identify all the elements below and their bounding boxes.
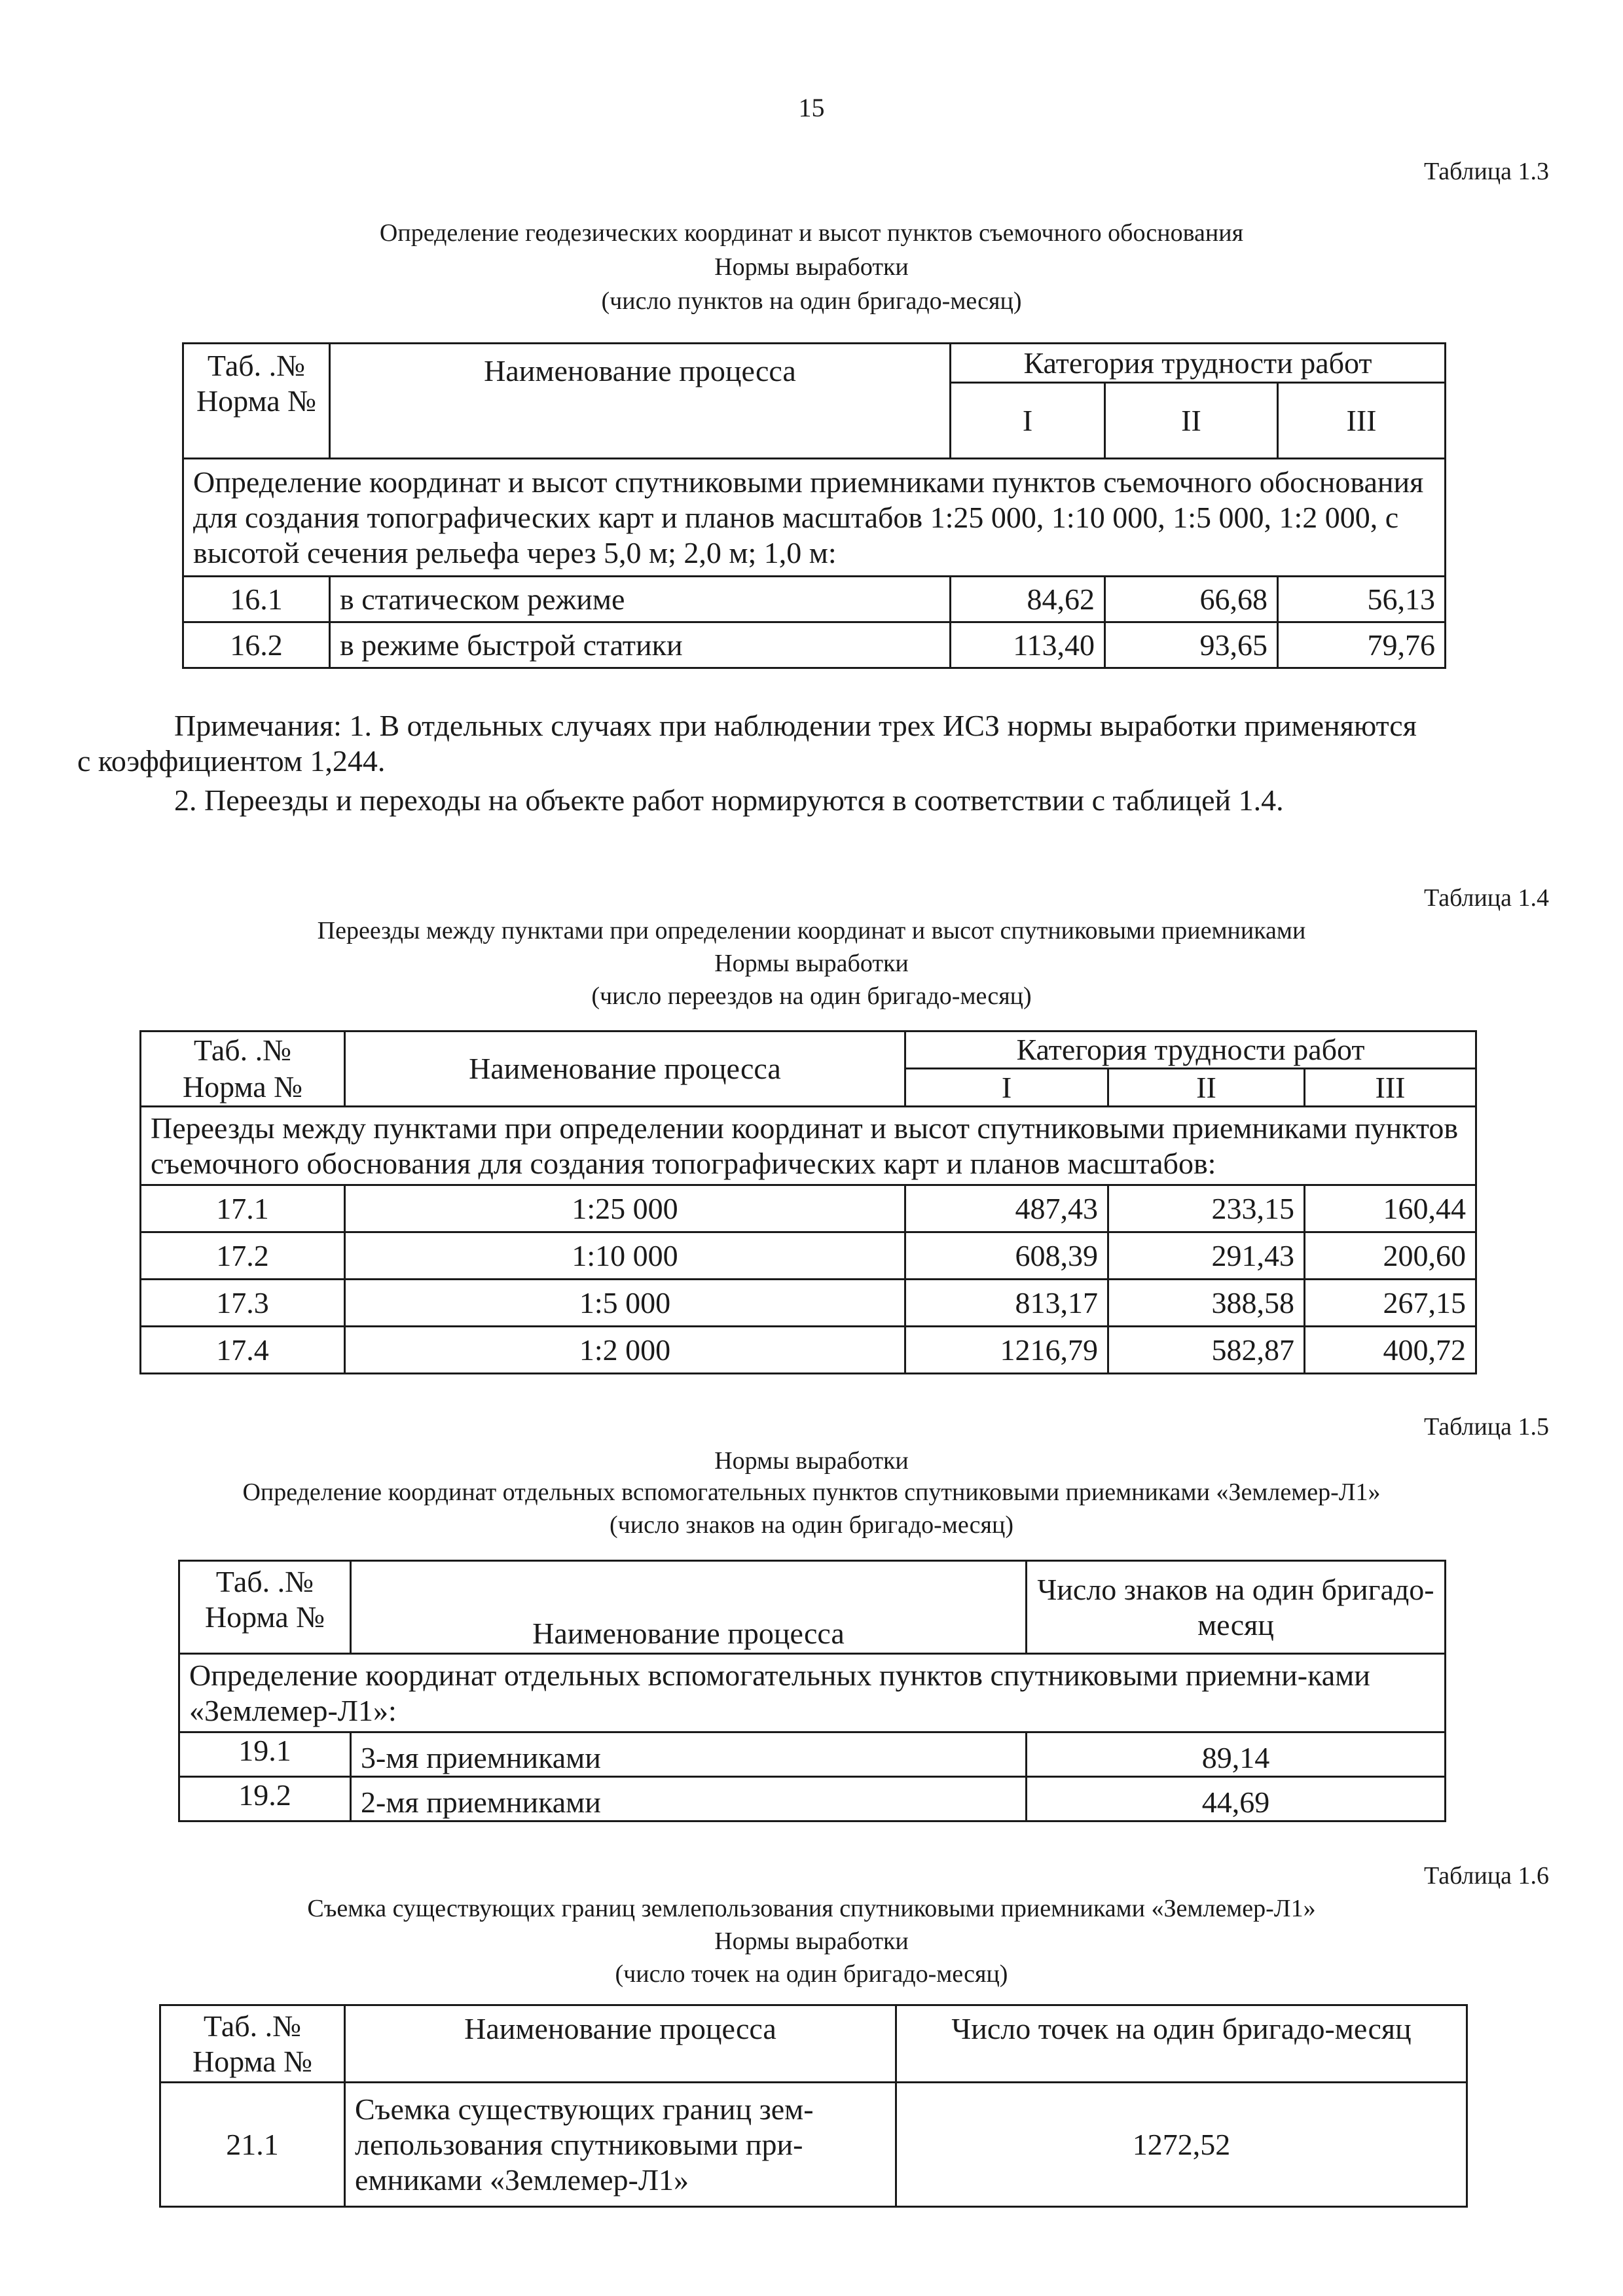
table-1-3-label: Таблица 1.3 — [1423, 158, 1549, 185]
table-1-3-subtitle: Нормы выработки — [714, 253, 909, 281]
row-norm: 19.1 — [179, 1732, 351, 1777]
row-value-1: 1216,79 — [905, 1327, 1108, 1374]
table-1-3 — [182, 342, 1446, 669]
row-norm: 17.3 — [141, 1280, 345, 1327]
row-value: 44,69 — [1027, 1777, 1446, 1821]
row-value-3: 400,72 — [1305, 1327, 1476, 1374]
note-2: 2. Переезды и переходы на объекте работ нормируются в соответствии с таблицей 1.4. — [174, 783, 1284, 817]
header-count: Число знаков на один бригадо-месяц — [1027, 1561, 1446, 1654]
row-process: в статическом режиме — [330, 577, 951, 622]
header-cat-3: III — [1278, 383, 1446, 459]
table-1-4-title: Переезды между пунктами при определении координат и высот спутниковыми приемниками — [317, 917, 1306, 944]
header-norm: Таб. .№ Норма № — [183, 344, 330, 459]
header-cat-2: II — [1108, 1069, 1305, 1107]
row-value-1: 487,43 — [905, 1185, 1108, 1232]
table-1-3-title: Определение геодезических координат и высот пунктов съемочного обоснования — [379, 219, 1244, 247]
row-value-3: 267,15 — [1305, 1280, 1476, 1327]
table-1-4-units: (число переездов на один бригадо-месяц) — [591, 982, 1032, 1010]
row-value-3: 56,13 — [1278, 577, 1446, 622]
row-norm: 17.4 — [141, 1327, 345, 1374]
table-1-4-subtitle: Нормы выработки — [714, 950, 909, 977]
group-row: Переезды между пунктами при определении координат и высот спутниковыми приемниками пунктов съемочного обоснования для создания топографических карт и планов масштабов: — [141, 1107, 1476, 1185]
row-value: 89,14 — [1027, 1732, 1446, 1777]
group-row: Определение координат и высот спутниковыми приемниками пунктов съемочного обоснования для создания топографических карт и планов масштабов 1:25 000, 1:10 000, 1:5 000, 1:2 000, с высотой сечения рельефа через 5,0 м; 2,0 м; 1,0 м: — [183, 459, 1446, 577]
table-1-6-units: (число точек на один бригадо-месяц) — [615, 1960, 1008, 1988]
group-row: Определение координат отдельных вспомогательных пунктов спутниковыми приемни-ками «Землемер-Л1»: — [179, 1654, 1446, 1732]
row-process: 1:25 000 — [345, 1185, 905, 1232]
row-value-3: 160,44 — [1305, 1185, 1476, 1232]
header-process: Наименование процесса — [345, 1031, 905, 1107]
table-1-3-units: (число пунктов на один бригадо-месяц) — [601, 287, 1022, 315]
header-cat-1: I — [905, 1069, 1108, 1107]
table-1-6-label: Таблица 1.6 — [1423, 1862, 1549, 1890]
header-norm: Таб. .№ Норма № — [141, 1031, 345, 1107]
table-1-6 — [159, 2004, 1468, 2208]
table-1-5-title: Определение координат отдельных вспомогательных пунктов спутниковыми приемниками «Землемер-Л1» — [242, 1479, 1381, 1506]
row-value-2: 582,87 — [1108, 1327, 1305, 1374]
header-category: Категория трудности работ — [905, 1031, 1476, 1069]
row-value-1: 113,40 — [951, 622, 1105, 668]
row-value-1: 813,17 — [905, 1280, 1108, 1327]
row-norm: 21.1 — [160, 2083, 345, 2207]
row-value-2: 93,65 — [1105, 622, 1278, 668]
note-1: Примечания: 1. В отдельных случаях при наблюдении трех ИСЗ нормы выработки применяются — [174, 709, 1417, 742]
table-1-4-label: Таблица 1.4 — [1423, 884, 1549, 912]
header-cat-1: I — [951, 383, 1105, 459]
table-1-5-units: (число знаков на один бригадо-месяц) — [609, 1511, 1014, 1539]
row-value: 1272,52 — [896, 2083, 1467, 2207]
table-1-4 — [139, 1030, 1477, 1374]
row-process: Съемка существующих границ зем-лепользования спутниковыми при-емниками «Землемер-Л1» — [345, 2083, 896, 2207]
row-value-2: 66,68 — [1105, 577, 1278, 622]
row-norm: 16.2 — [183, 622, 330, 668]
header-cat-2: II — [1105, 383, 1278, 459]
row-value-2: 291,43 — [1108, 1232, 1305, 1280]
row-norm: 19.2 — [179, 1777, 351, 1821]
row-value-3: 79,76 — [1278, 622, 1446, 668]
row-value-1: 608,39 — [905, 1232, 1108, 1280]
header-count: Число точек на один бригадо-месяц — [896, 2005, 1467, 2083]
row-value-3: 200,60 — [1305, 1232, 1476, 1280]
table-1-5-label: Таблица 1.5 — [1423, 1413, 1549, 1441]
header-category: Категория трудности работ — [951, 344, 1446, 383]
table-1-6-title: Съемка существующих границ землепользования спутниковыми приемниками «Землемер-Л1» — [307, 1895, 1316, 1922]
row-process: 1:2 000 — [345, 1327, 905, 1374]
row-norm: 17.1 — [141, 1185, 345, 1232]
header-norm: Таб. .№ Норма № — [160, 2005, 345, 2083]
header-cat-3: III — [1305, 1069, 1476, 1107]
row-process: 1:10 000 — [345, 1232, 905, 1280]
row-process: 2-мя приемниками — [351, 1777, 1027, 1821]
row-norm: 17.2 — [141, 1232, 345, 1280]
header-process: Наименование процесса — [330, 344, 951, 459]
table-1-5 — [178, 1560, 1446, 1822]
table-1-6-subtitle: Нормы выработки — [714, 1928, 909, 1955]
row-value-2: 233,15 — [1108, 1185, 1305, 1232]
row-process: 3-мя приемниками — [351, 1732, 1027, 1777]
header-norm: Таб. .№ Норма № — [179, 1561, 351, 1654]
row-value-2: 388,58 — [1108, 1280, 1305, 1327]
note-1-continued: с коэффициентом 1,244. — [77, 744, 386, 778]
header-process: Наименование процесса — [345, 2005, 896, 2083]
row-norm: 16.1 — [183, 577, 330, 622]
row-process: 1:5 000 — [345, 1280, 905, 1327]
header-process: Наименование процесса — [351, 1561, 1027, 1654]
row-process: в режиме быстрой статики — [330, 622, 951, 668]
page-number: 15 — [798, 93, 825, 122]
row-value-1: 84,62 — [951, 577, 1105, 622]
table-1-5-subtitle: Нормы выработки — [714, 1447, 909, 1475]
